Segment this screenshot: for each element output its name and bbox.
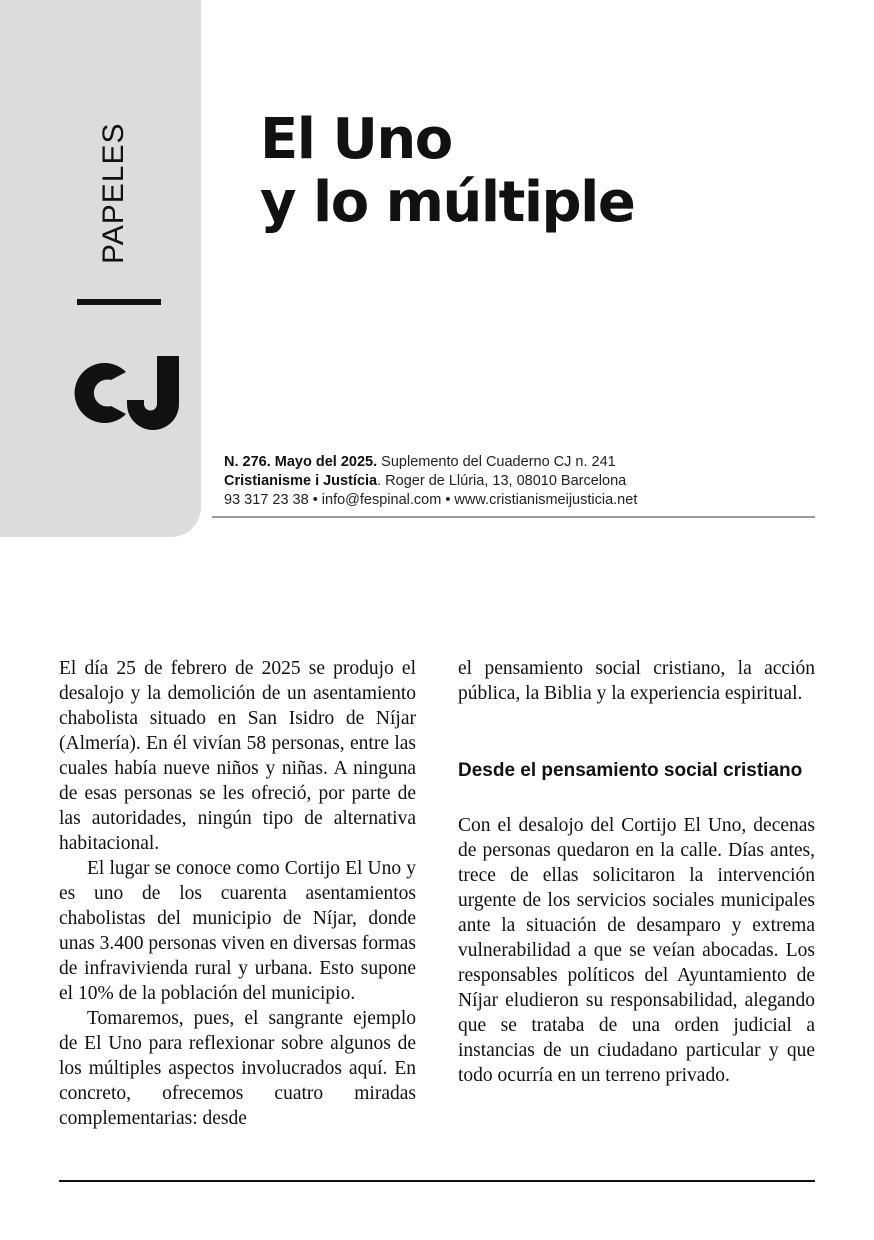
title-line-2: y lo múltiple [260,170,635,235]
footer-divider [59,1180,815,1182]
paragraph: El lugar se conoce como Cortijo El Uno y es uno de los cuarenta asentamientos chabolistas del municipio de Níjar, donde unas 3.400 personas viven en diversas formas de infravivienda rural y urbana. Esto supone el 10% de la población del municipio. [59,858,416,1004]
page-title [260,108,634,234]
sidebar-panel [0,0,201,537]
left-column [59,656,416,1131]
header-divider [212,516,815,518]
series-divider [77,299,161,305]
section-heading: Desde el pensamiento social cristiano [458,760,803,781]
address-text: . Roger de Llúria, 13, 08010 Barcelona [377,473,627,489]
publication-info [224,453,814,510]
address-line [224,472,814,491]
supplement-text: Suplemento del Cuaderno CJ n. 241 [377,454,616,470]
paragraph: Tomaremos, pues, el sangrante ejemplo de El Uno para reflexionar sobre algunos de los múltiples aspectos involucrados aquí. En concreto, ofrecemos cuatro miradas complementarias: desde [59,1008,416,1129]
cj-logo [59,356,181,430]
issue-number: N. 276. Mayo del 2025. [224,454,378,470]
contact-line: 93 317 23 38 • info@fespinal.com • www.cristianismeijusticia.net [224,492,638,508]
org-name: Cristianisme i Justícia [224,473,378,489]
paragraph: Con el desalojo del Cortijo El Uno, decenas de personas quedaron en la calle. Días antes, trece de ellas solicitaron la intervención urgente de los servicios sociales municipales ante la situación de desamparo y extrema vulnerabilidad a que se veían abocadas. Los responsables políticos del Ayuntamiento de Níjar eludieron su responsabilidad, alegando que se trataba de una orden judicial a instancias de un ciudadano particular y que todo ocurría en un terreno privado. [458,815,815,1086]
issue-line [224,453,814,472]
paragraph: El día 25 de febrero de 2025 se produjo el desalojo y la demolición de un asentamiento chabolista situado en San Isidro de Níjar (Almería). En él vivían 58 personas, entre las cuales había nueve niños y niñas. A ninguna de esas personas se les ofreció, por parte de las autoridades, ningún tipo de alternativa habitacional. [59,658,416,854]
right-column [458,656,815,1088]
series-label: PAPELES [97,122,130,264]
paragraph: el pensamiento social cristiano, la acción pública, la Biblia y la experiencia espiritual. [458,658,815,704]
title-line-1: El Uno [260,107,452,172]
